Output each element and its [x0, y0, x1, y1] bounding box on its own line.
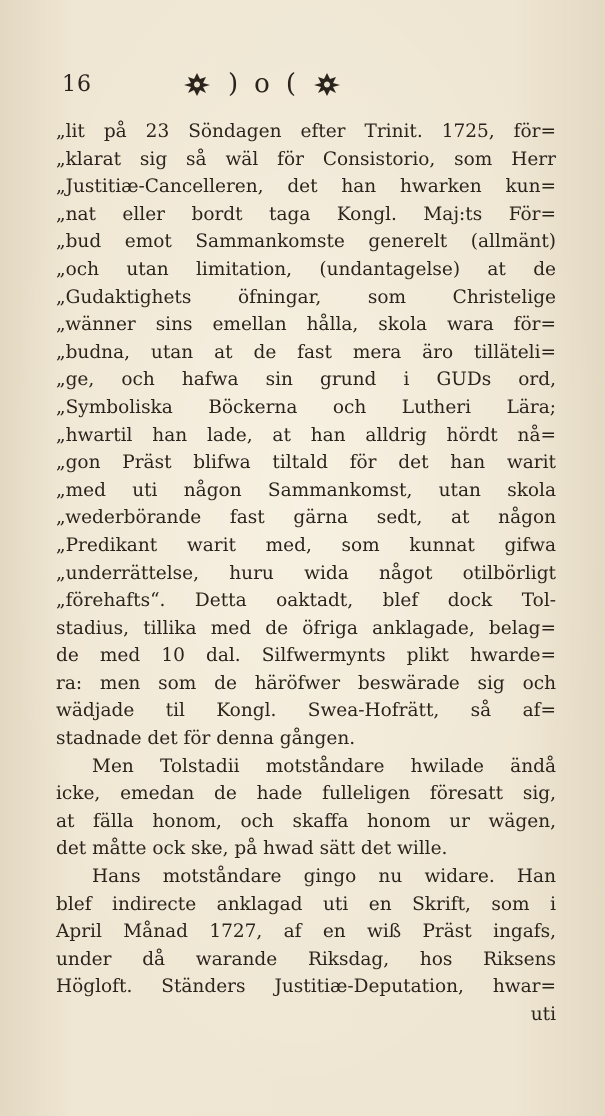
text-line: „Symboliska Böckerna och Lutheri Lära;: [56, 396, 556, 418]
text-line: „med uti någon Sammankomst, utan skola: [56, 479, 556, 501]
text-line: „wederbörande fast gärna sedt, at någon: [56, 507, 556, 529]
text-line: icke, emedan de hade fulleligen föresatt sig,: [56, 783, 556, 805]
text-line: at fälla honom, och skaffa honom ur wägen,: [56, 810, 556, 832]
text-line: „lit på 23 Söndagen efter Trinit. 1725, för=: [56, 121, 556, 142]
text-line: wädjade til Kongl. Swea-Hofrätt, så af=: [56, 700, 556, 722]
text-line: „wänner sins emellan hålla, skola wara för=: [56, 314, 556, 336]
text-line: stadnade det för denna gången.: [56, 728, 356, 750]
text-line: under då warande Riksdag, hos Riksens: [56, 948, 556, 970]
text-line: „klarat sig så wäl för Consistorio, som Herr: [56, 148, 556, 170]
text-line: blef indirecte anklagad uti en Skrift, som i: [56, 893, 556, 915]
text-line: ra: men som de häröfwer beswärade sig och: [56, 672, 556, 694]
text-line: „nat eller bordt taga Kongl. Maj:ts För=: [56, 203, 556, 225]
header-ornament: [182, 71, 342, 97]
right-fleuron-icon: [312, 71, 342, 97]
text-line: Hans motståndare gingo nu widare. Han: [92, 866, 556, 888]
text-line: „förehafts“. Detta oaktadt, blef dock Tol-: [56, 590, 556, 612]
text-line: stadius, tillika med de öfriga anklagade, belag=: [56, 617, 556, 639]
text-line: „Justitiæ-Cancelleren, det han hwarken kun=: [56, 176, 556, 198]
ornament-right-paren: (: [285, 69, 296, 99]
text-line: „budna, utan at de fast mera äro tilläteli=: [56, 341, 556, 363]
text-line: de med 10 dal. Silfwermynts plikt hwarde=: [56, 645, 556, 667]
body-text: [56, 118, 556, 1029]
page-header: [62, 66, 422, 102]
text-line: „hwartil han lade, at han alldrig hördt nå=: [56, 424, 556, 446]
page-number: 16: [62, 71, 92, 97]
ornament-left-paren: ): [228, 69, 239, 99]
text-line: Men Tolstadii motståndare hwilade ändå: [92, 755, 556, 777]
text-line: „gon Präst blifwa tiltald för det han warit: [56, 452, 556, 474]
text-line: „ge, och hafwa sin grund i GUDs ord,: [56, 369, 556, 391]
catchword: uti: [530, 1004, 556, 1025]
text-line: „underrättelse, huru wida något otilbörligt: [56, 562, 556, 584]
ornament-center-mark: o: [254, 69, 270, 99]
text-line: „bud emot Sammankomste generelt (allmänt): [56, 231, 556, 253]
text-line: det måtte ock ske, på hwad sätt det wille.: [56, 838, 448, 860]
left-fleuron-icon: [182, 71, 212, 97]
text-line: Högloft. Ständers Justitiæ-Deputation, hwar=: [56, 976, 556, 998]
text-line: „Gudaktighets öfningar, som Christelige: [56, 286, 556, 308]
text-line: „och utan limitation, (undantagelse) at de: [56, 258, 556, 280]
text-line: „Predikant warit med, som kunnat gifwa: [56, 534, 556, 556]
text-line: April Månad 1727, af en wiß Präst ingafs,: [56, 921, 556, 943]
